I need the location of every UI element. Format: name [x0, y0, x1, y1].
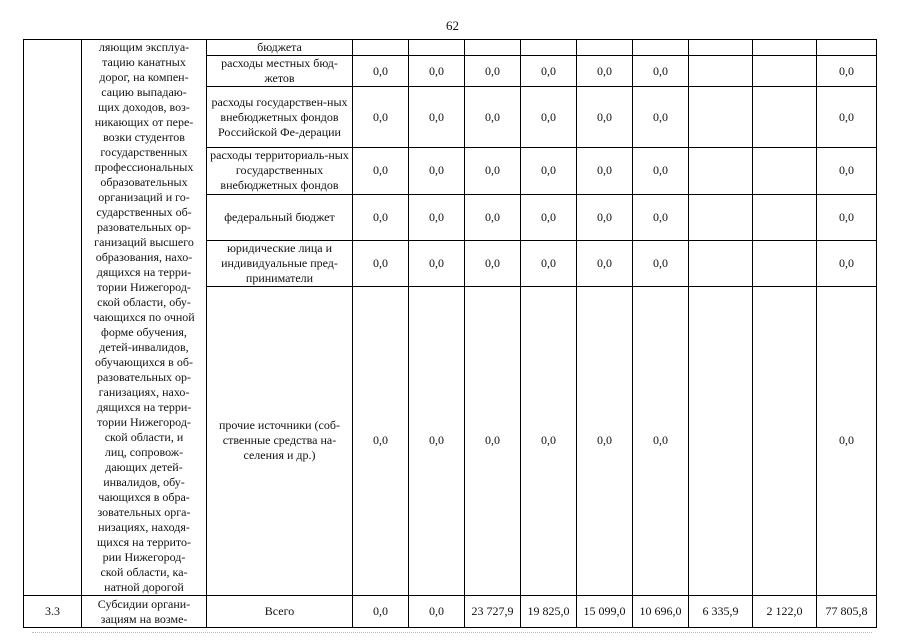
description-line: щих доходов, воз-	[98, 100, 190, 114]
description-line: дящихся на терри-	[96, 400, 192, 414]
description-line: образования, нахо-	[95, 250, 193, 264]
description-line: инвалидов, обу-	[103, 475, 185, 489]
value-cell: 0,0	[817, 148, 877, 194]
description-line: детей-инвалидов,	[99, 340, 189, 354]
funding-table	[23, 39, 877, 628]
value-cell: 0,0	[577, 56, 633, 87]
value-cell: 0,0	[577, 240, 633, 286]
value-cell: 0,0	[465, 56, 521, 87]
value-cell: 0,0	[353, 87, 409, 148]
description-line: ской области, и	[104, 430, 184, 444]
source-cell: расходы местных бюд-жетов	[207, 56, 353, 87]
description-line: сацию выпадаю-	[101, 85, 187, 99]
value-cell: 0,0	[633, 286, 689, 595]
description-line: ганизаций высшего	[94, 235, 194, 249]
value-cell: 0,0	[521, 87, 577, 148]
value-cell: 0,0	[409, 87, 465, 148]
description-line: натной дорогой	[104, 580, 184, 594]
description-line: тории Нижегород-	[97, 280, 191, 294]
value-cell	[753, 56, 817, 87]
description-line: лиц, сопровож-	[104, 445, 184, 459]
scan-edge	[32, 632, 872, 633]
description-line: разовательных ор-	[96, 370, 192, 384]
value-cell: 0,0	[521, 194, 577, 240]
value-cell	[633, 40, 689, 56]
value-cell: 0,0	[577, 286, 633, 595]
description-line: тацию канатных	[102, 55, 186, 69]
description-line: государственных	[100, 145, 188, 159]
value-cell	[753, 87, 817, 148]
value-cell	[753, 286, 817, 595]
description-line: тории Нижегород-	[97, 415, 191, 429]
value-cell	[753, 40, 817, 56]
value-cell: 0,0	[521, 240, 577, 286]
value-cell: 0,0	[465, 286, 521, 595]
description-line: чающихся по очной	[93, 310, 195, 324]
value-cell	[689, 87, 753, 148]
value-cell: 0,0	[577, 148, 633, 194]
value-cell: 10 696,0	[633, 596, 689, 628]
value-cell	[577, 40, 633, 56]
value-cell: 0,0	[353, 596, 409, 628]
value-cell: 0,0	[633, 240, 689, 286]
value-cell: 0,0	[353, 56, 409, 87]
value-cell	[521, 40, 577, 56]
value-cell: 77 805,8	[817, 596, 877, 628]
value-cell: 15 099,0	[577, 596, 633, 628]
description-line: ской области, ка-	[100, 565, 188, 579]
value-cell: 0,0	[817, 87, 877, 148]
description-line: ганизациях, нахо-	[98, 385, 190, 399]
source-cell: прочие источники (соб-ственные средства на-селения и др.)	[207, 286, 353, 595]
description-line: образовательных	[100, 175, 188, 189]
description-line: дорог, на компен-	[99, 70, 189, 84]
value-cell: 0,0	[465, 148, 521, 194]
description-line: ской области, обу-	[97, 295, 191, 309]
row-index-cell: 3.3	[24, 596, 82, 628]
value-cell	[689, 40, 753, 56]
description-line: дающих детей-	[105, 460, 183, 474]
value-cell: 0,0	[465, 240, 521, 286]
value-cell	[689, 148, 753, 194]
value-cell	[353, 40, 409, 56]
value-cell: 0,0	[409, 148, 465, 194]
description-line: чающихся в обра-	[98, 490, 190, 504]
source-cell: Всего	[207, 596, 353, 628]
value-cell	[689, 194, 753, 240]
description-line: рии Нижегород-	[102, 550, 186, 564]
value-cell: 0,0	[817, 240, 877, 286]
value-cell: 0,0	[633, 56, 689, 87]
value-cell	[753, 148, 817, 194]
value-cell: 0,0	[409, 596, 465, 628]
source-cell: расходы территориаль-ных государственных внебюджетных фондов	[207, 148, 353, 194]
description-line: обучающихся в об-	[95, 355, 193, 369]
value-cell: 0,0	[577, 194, 633, 240]
value-cell: 0,0	[409, 56, 465, 87]
value-cell: 19 825,0	[521, 596, 577, 628]
value-cell: 0,0	[577, 87, 633, 148]
description-line: зовательных орга-	[97, 505, 191, 519]
value-cell: 0,0	[521, 56, 577, 87]
description-line: ляющим эксплуа-	[98, 40, 190, 54]
source-cell: бюджета	[207, 40, 353, 56]
description-line: никающих от пере-	[94, 115, 194, 129]
description-line: низациях, находя-	[98, 520, 190, 534]
measure-description	[82, 40, 207, 596]
value-cell	[753, 194, 817, 240]
value-cell: 0,0	[409, 286, 465, 595]
value-cell	[689, 56, 753, 87]
value-cell: 0,0	[817, 286, 877, 595]
row-index-cell	[24, 40, 82, 596]
value-cell: 0,0	[353, 194, 409, 240]
value-cell	[689, 286, 753, 595]
measure-description: Субсидии органи-зациям на возме-	[82, 596, 207, 628]
value-cell: 0,0	[353, 286, 409, 595]
value-cell: 0,0	[353, 240, 409, 286]
value-cell: 0,0	[521, 148, 577, 194]
source-cell: юридические лица и индивидуальные пред-приниматели	[207, 240, 353, 286]
value-cell	[689, 240, 753, 286]
description-line: возки студентов	[103, 130, 185, 144]
page-number: 62	[446, 18, 459, 33]
value-cell: 0,0	[465, 87, 521, 148]
value-cell: 0,0	[817, 56, 877, 87]
value-cell: 0,0	[353, 148, 409, 194]
value-cell	[817, 40, 877, 56]
value-cell: 0,0	[409, 240, 465, 286]
value-cell: 2 122,0	[753, 596, 817, 628]
value-cell: 23 727,9	[465, 596, 521, 628]
value-cell: 0,0	[465, 194, 521, 240]
value-cell	[465, 40, 521, 56]
source-cell: федеральный бюджет	[207, 194, 353, 240]
source-cell: расходы государствен-ных внебюджетных фондов Российской Фе-дерации	[207, 87, 353, 148]
value-cell: 0,0	[633, 194, 689, 240]
value-cell: 0,0	[817, 194, 877, 240]
value-cell	[753, 240, 817, 286]
description-line: профессиональных	[94, 160, 194, 174]
description-line: щихся на террито-	[97, 535, 191, 549]
value-cell	[409, 40, 465, 56]
description-line: сударственных об-	[96, 205, 192, 219]
description-line: форме обучения,	[101, 325, 187, 339]
description-line: разовательных ор-	[96, 220, 192, 234]
value-cell: 0,0	[521, 286, 577, 595]
description-line: организаций и го-	[98, 190, 190, 204]
value-cell: 0,0	[409, 194, 465, 240]
value-cell: 0,0	[633, 148, 689, 194]
description-line: дящихся на терри-	[96, 265, 192, 279]
value-cell: 6 335,9	[689, 596, 753, 628]
value-cell: 0,0	[633, 87, 689, 148]
